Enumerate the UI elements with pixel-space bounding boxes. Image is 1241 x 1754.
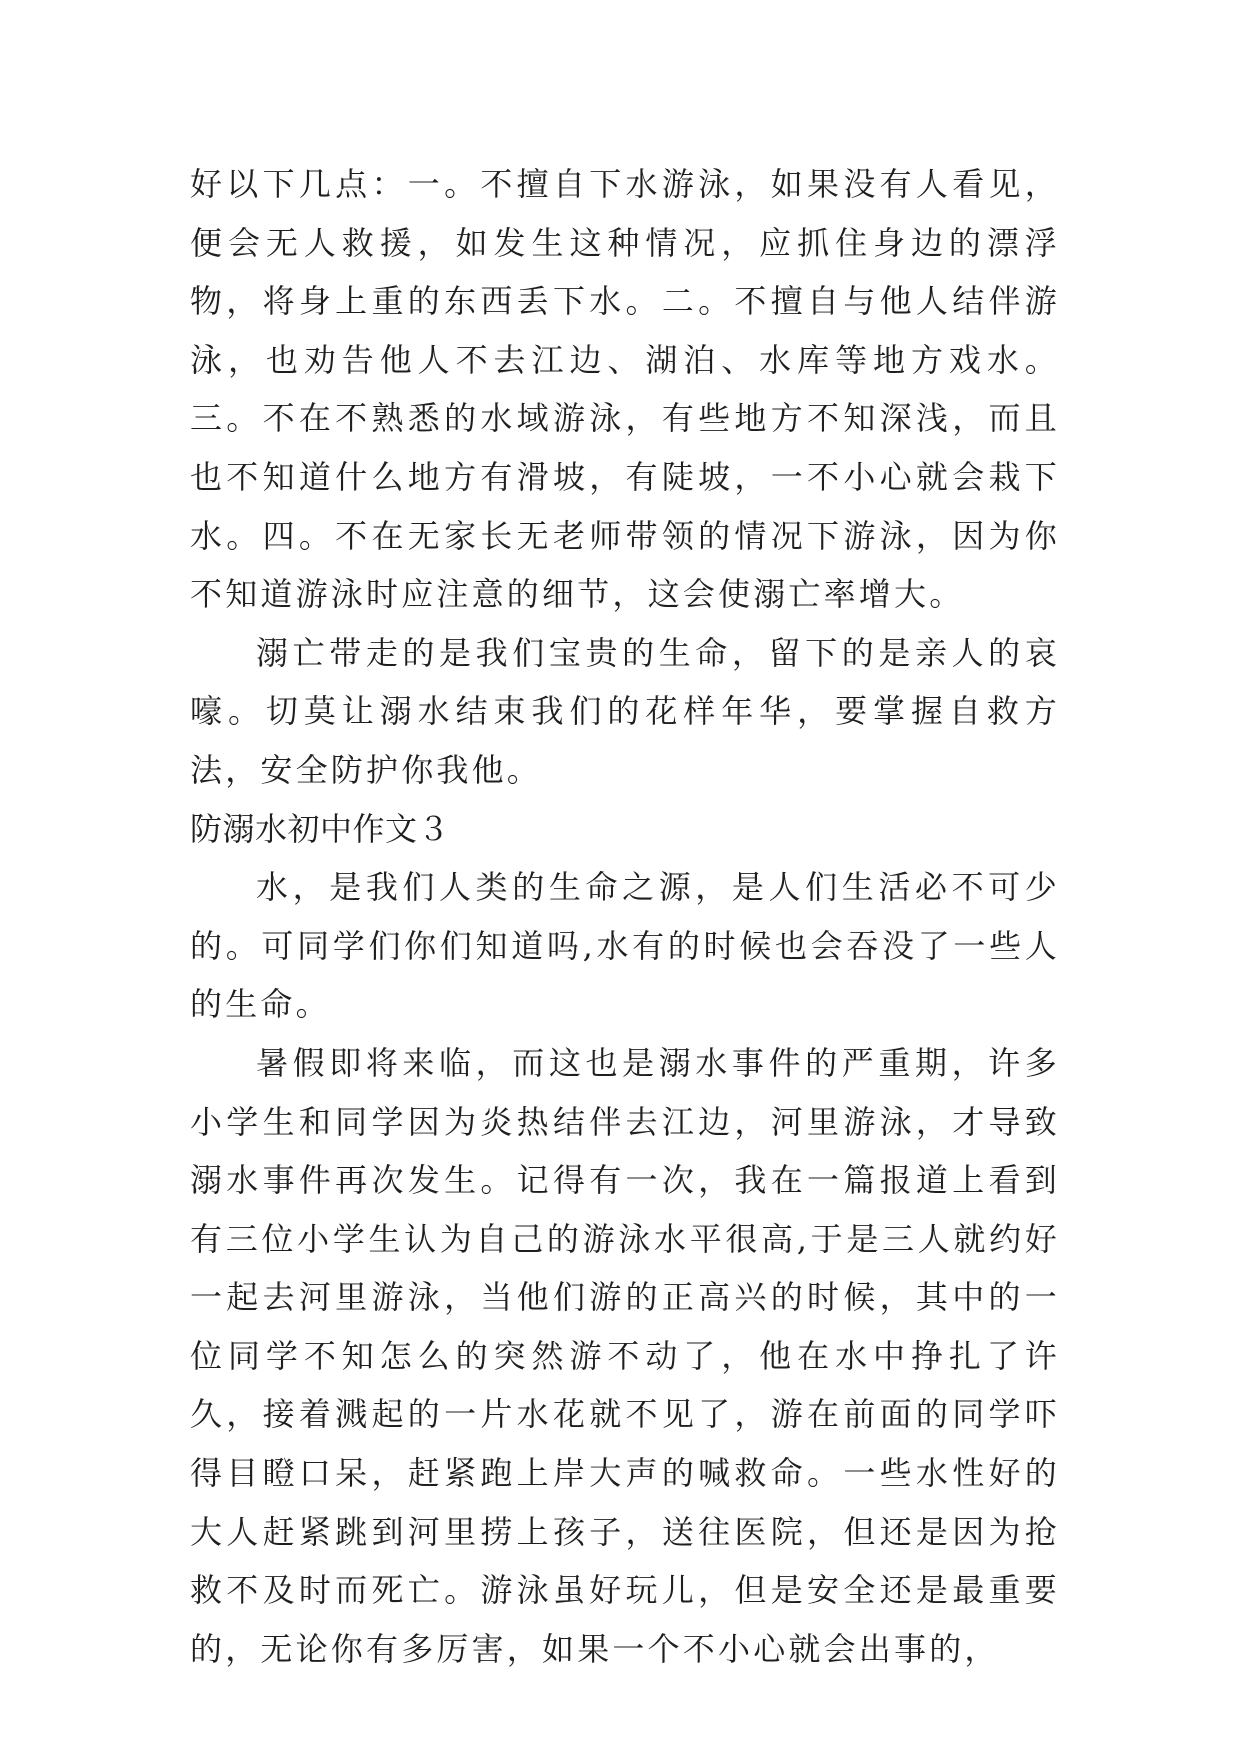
paragraph-water-source: 水，是我们人类的生命之源，是人们生活必不可少的。可同学们你们知道吗,水有的时候也会吞没了一些人的生命。 [190, 868, 1060, 1024]
paragraph-drowning-conclusion: 溺亡带走的是我们宝贵的生命，留下的是亲人的哀嚎。切莫让溺水结束我们的花样年华，要掌握自救方法，安全防护你我他。 [190, 633, 1060, 789]
paragraph-swimming-rules: 好以下几点：一。不擅自下水游泳，如果没有人看见，便会无人救援，如发生这种情况，应抓住身边的漂浮物，将身上重的东西丢下水。二。不擅自与他人结伴游泳，也劝告他人不去江边、湖泊、水库等地方戏水。三。不在不熟悉的水域游泳，有些地方不知深浅，而且也不知道什么地方有滑坡，有陡坡，一不小心就会栽下水。四。不在无家长无老师带领的情况下游泳，因为你不知道游泳时应注意的细节，这会使溺亡率增大。 [190, 165, 1060, 614]
document-body [190, 155, 1060, 1678]
paragraph-summer-story: 暑假即将来临，而这也是溺水事件的严重期，许多小学生和同学因为炎热结伴去江边，河里游泳，才导致溺水事件再次发生。记得有一次，我在一篇报道上看到有三位小学生认为自己的游泳水平很高,于是三人就约好一起去河里游泳，当他们游的正高兴的时候，其中的一位同学不知怎么的突然游不动了，他在水中挣扎了许久，接着溅起的一片水花就不见了，游在前面的同学吓得目瞪口呆，赶紧跑上岸大声的喊救命。一些水性好的大人赶紧跳到河里捞上孩子，送往医院，但还是因为抢救不及时而死亡。游泳虽好玩儿，但是安全还是最重要的，无论你有多厉害，如果一个不小心就会出事的， [190, 1043, 1060, 1668]
essay-title: 防溺水初中作文３ [190, 809, 451, 848]
